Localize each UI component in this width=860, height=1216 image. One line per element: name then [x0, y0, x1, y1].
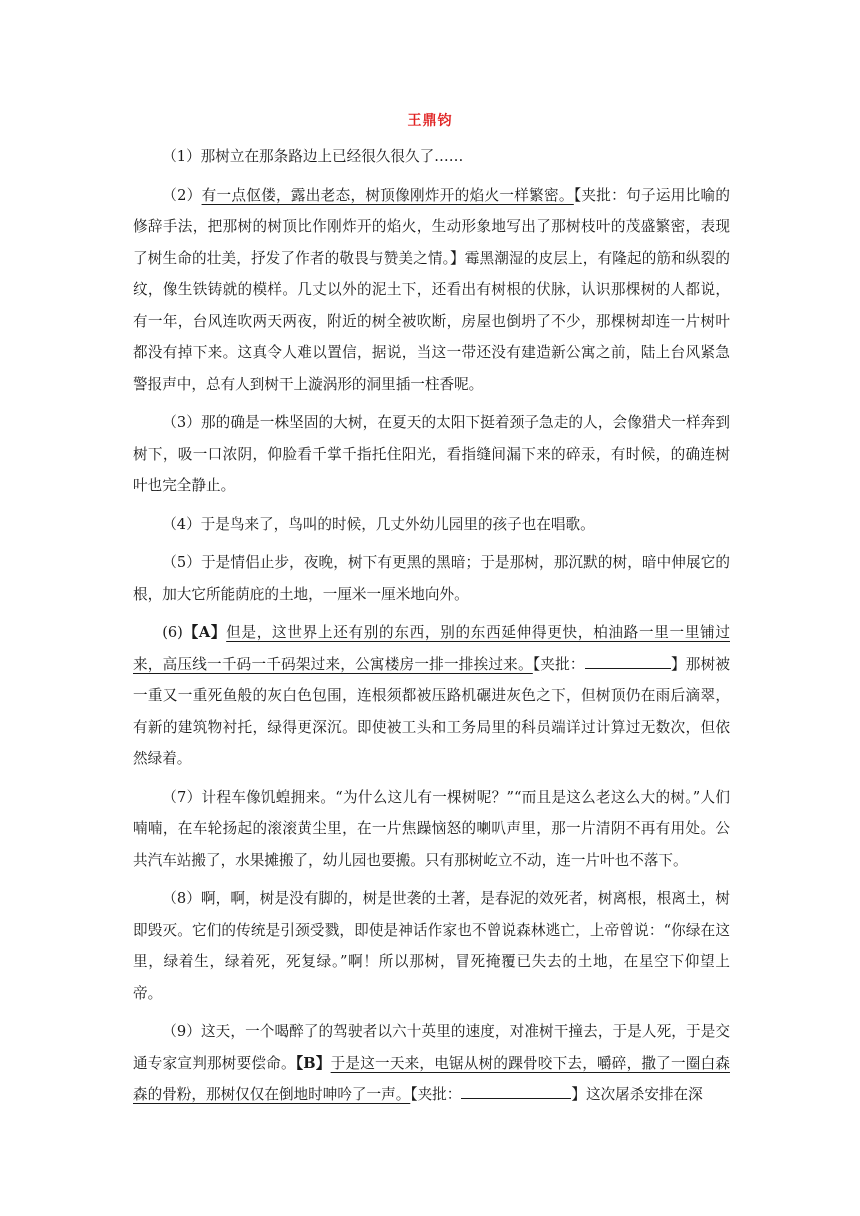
paragraph-2 [133, 180, 730, 401]
paragraph-text: 霉黑潮湿的皮层上，有隆起的筋和纵裂的纹，像生铁铸就的模样。几丈以外的泥土下，还看出有树根的伏脉，认识那棵树的人都说，有一年，台风连吹两天两夜，附近的树全被吹断，房屋也倒坍了不少，那棵树却连一片树叶都没有掉下来。这真令人难以置信，据说，当这一带还没有建造新公寓之前，陆上台风紧急警报声中，总有人到树干上漩涡形的洞里插一柱香呢。 [133, 249, 730, 393]
answer-blank-a[interactable] [585, 652, 671, 668]
marker-a: 【A】 [182, 624, 227, 641]
paragraph-4: （4）于是鸟来了，鸟叫的时候，几丈外幼儿园里的孩子也在唱歌。 [162, 515, 595, 533]
author-name: 王鼎钧 [407, 113, 453, 129]
paragraph-3: （3）那的确是一株坚固的大树，在夏天的太阳下挺着颈子急走的人，会像猎犬一样奔到树下，吸一口浓阴，仰脸看千掌千指托住阳光，看指缝间漏下来的碎汞，有时候，的确连树叶也完全静止。 [133, 414, 730, 494]
answer-blank-b[interactable] [461, 1083, 571, 1099]
annotation-open: 【夹批： [532, 655, 585, 673]
marker-b: 【B】 [295, 1054, 331, 1072]
paragraph-1: （1）那树立在那条路边上已经很久很久了…… [162, 148, 464, 165]
paragraph-number: （2） [162, 186, 202, 204]
paragraph-6 [133, 617, 730, 775]
underlined-sentence: 但是，这世界上还有别的东西，别的东西延伸得更快，柏油路一里一里铺过来，高压线一千码一千码架过来，公寓楼房一排一排挨过来。 [133, 624, 730, 673]
paragraph-text: （9）这天，一个喝醉了的驾驶者以六十英里的速度，对准树干撞去，于是人死，于是交通专家宣判那树要偿命。 [133, 1023, 730, 1072]
underlined-sentence: 于是这一天来，电锯从树的踝骨咬下去，嚼碎，撒了一圈白森森的骨粉，那树仅仅在倒地时呻吟了一声。 [133, 1054, 730, 1103]
annotation-close: 】 [670, 655, 686, 673]
annotation-open: 【夹批： [410, 1086, 462, 1103]
essay-body [133, 141, 730, 1118]
paragraph-9 [133, 1016, 730, 1111]
paragraph-5: （5）于是情侣止步，夜晚，树下有更黑的黑暗；于是那树，那沉默的树，暗中伸展它的根，加大它所能荫庇的土地，一厘米一厘米地向外。 [133, 554, 730, 603]
paragraph-7: （7）计程车像饥蝗拥来。“为什么这儿有一棵树呢？”“而且是这么老这么大的树。”人们喃喃，在车轮扬起的滚滚黄尘里，在一片焦躁恼怒的喇叭声里，那一片清阴不再有用处。公共汽车站搬了，水果摊搬了，幼儿园也要搬。只有那树屹立不动，连一片叶也不落下。 [133, 788, 730, 869]
paragraph-number: (6) [162, 624, 183, 641]
paragraph-8: （8）啊，啊，树是没有脚的，树是世袭的土著，是春泥的效死者，树离根，根离土，树即毁灭。它们的传统是引颈受戮，即使是神话作家也不曾说森林逃亡，上帝曾说：“你绿在这里，绿着生，绿着死，死复绿。”啊！所以那树，冒死掩覆已失去的土地，在星空下仰望上帝。 [133, 890, 730, 1002]
paragraph-text: 那树被一重又一重死鱼般的灰白色包围，连根须都被压路机碾进灰色之下，但树顶仍在雨后滴翠，有新的建筑物衬托，绿得更深沉。即使被工头和工务局里的科员端详过计算过无数次，但依然绿着。 [133, 655, 730, 767]
underlined-sentence: 有一点伛偻，露出老态，树顶像刚炸开的焰火一样繁密。 [201, 186, 574, 204]
annotation-close: 】 [571, 1086, 586, 1103]
paragraph-text: 这次屠杀安排在深 [585, 1086, 703, 1103]
margin-annotation: 【夹批：句子运用比喻的修辞手法，把那树的树顶比作刚炸开的焰火，生动形象地写出了那树枝叶的茂盛繁密，表现了树生命的壮美，抒发了作者的敬畏与赞美之情。】 [133, 186, 731, 267]
